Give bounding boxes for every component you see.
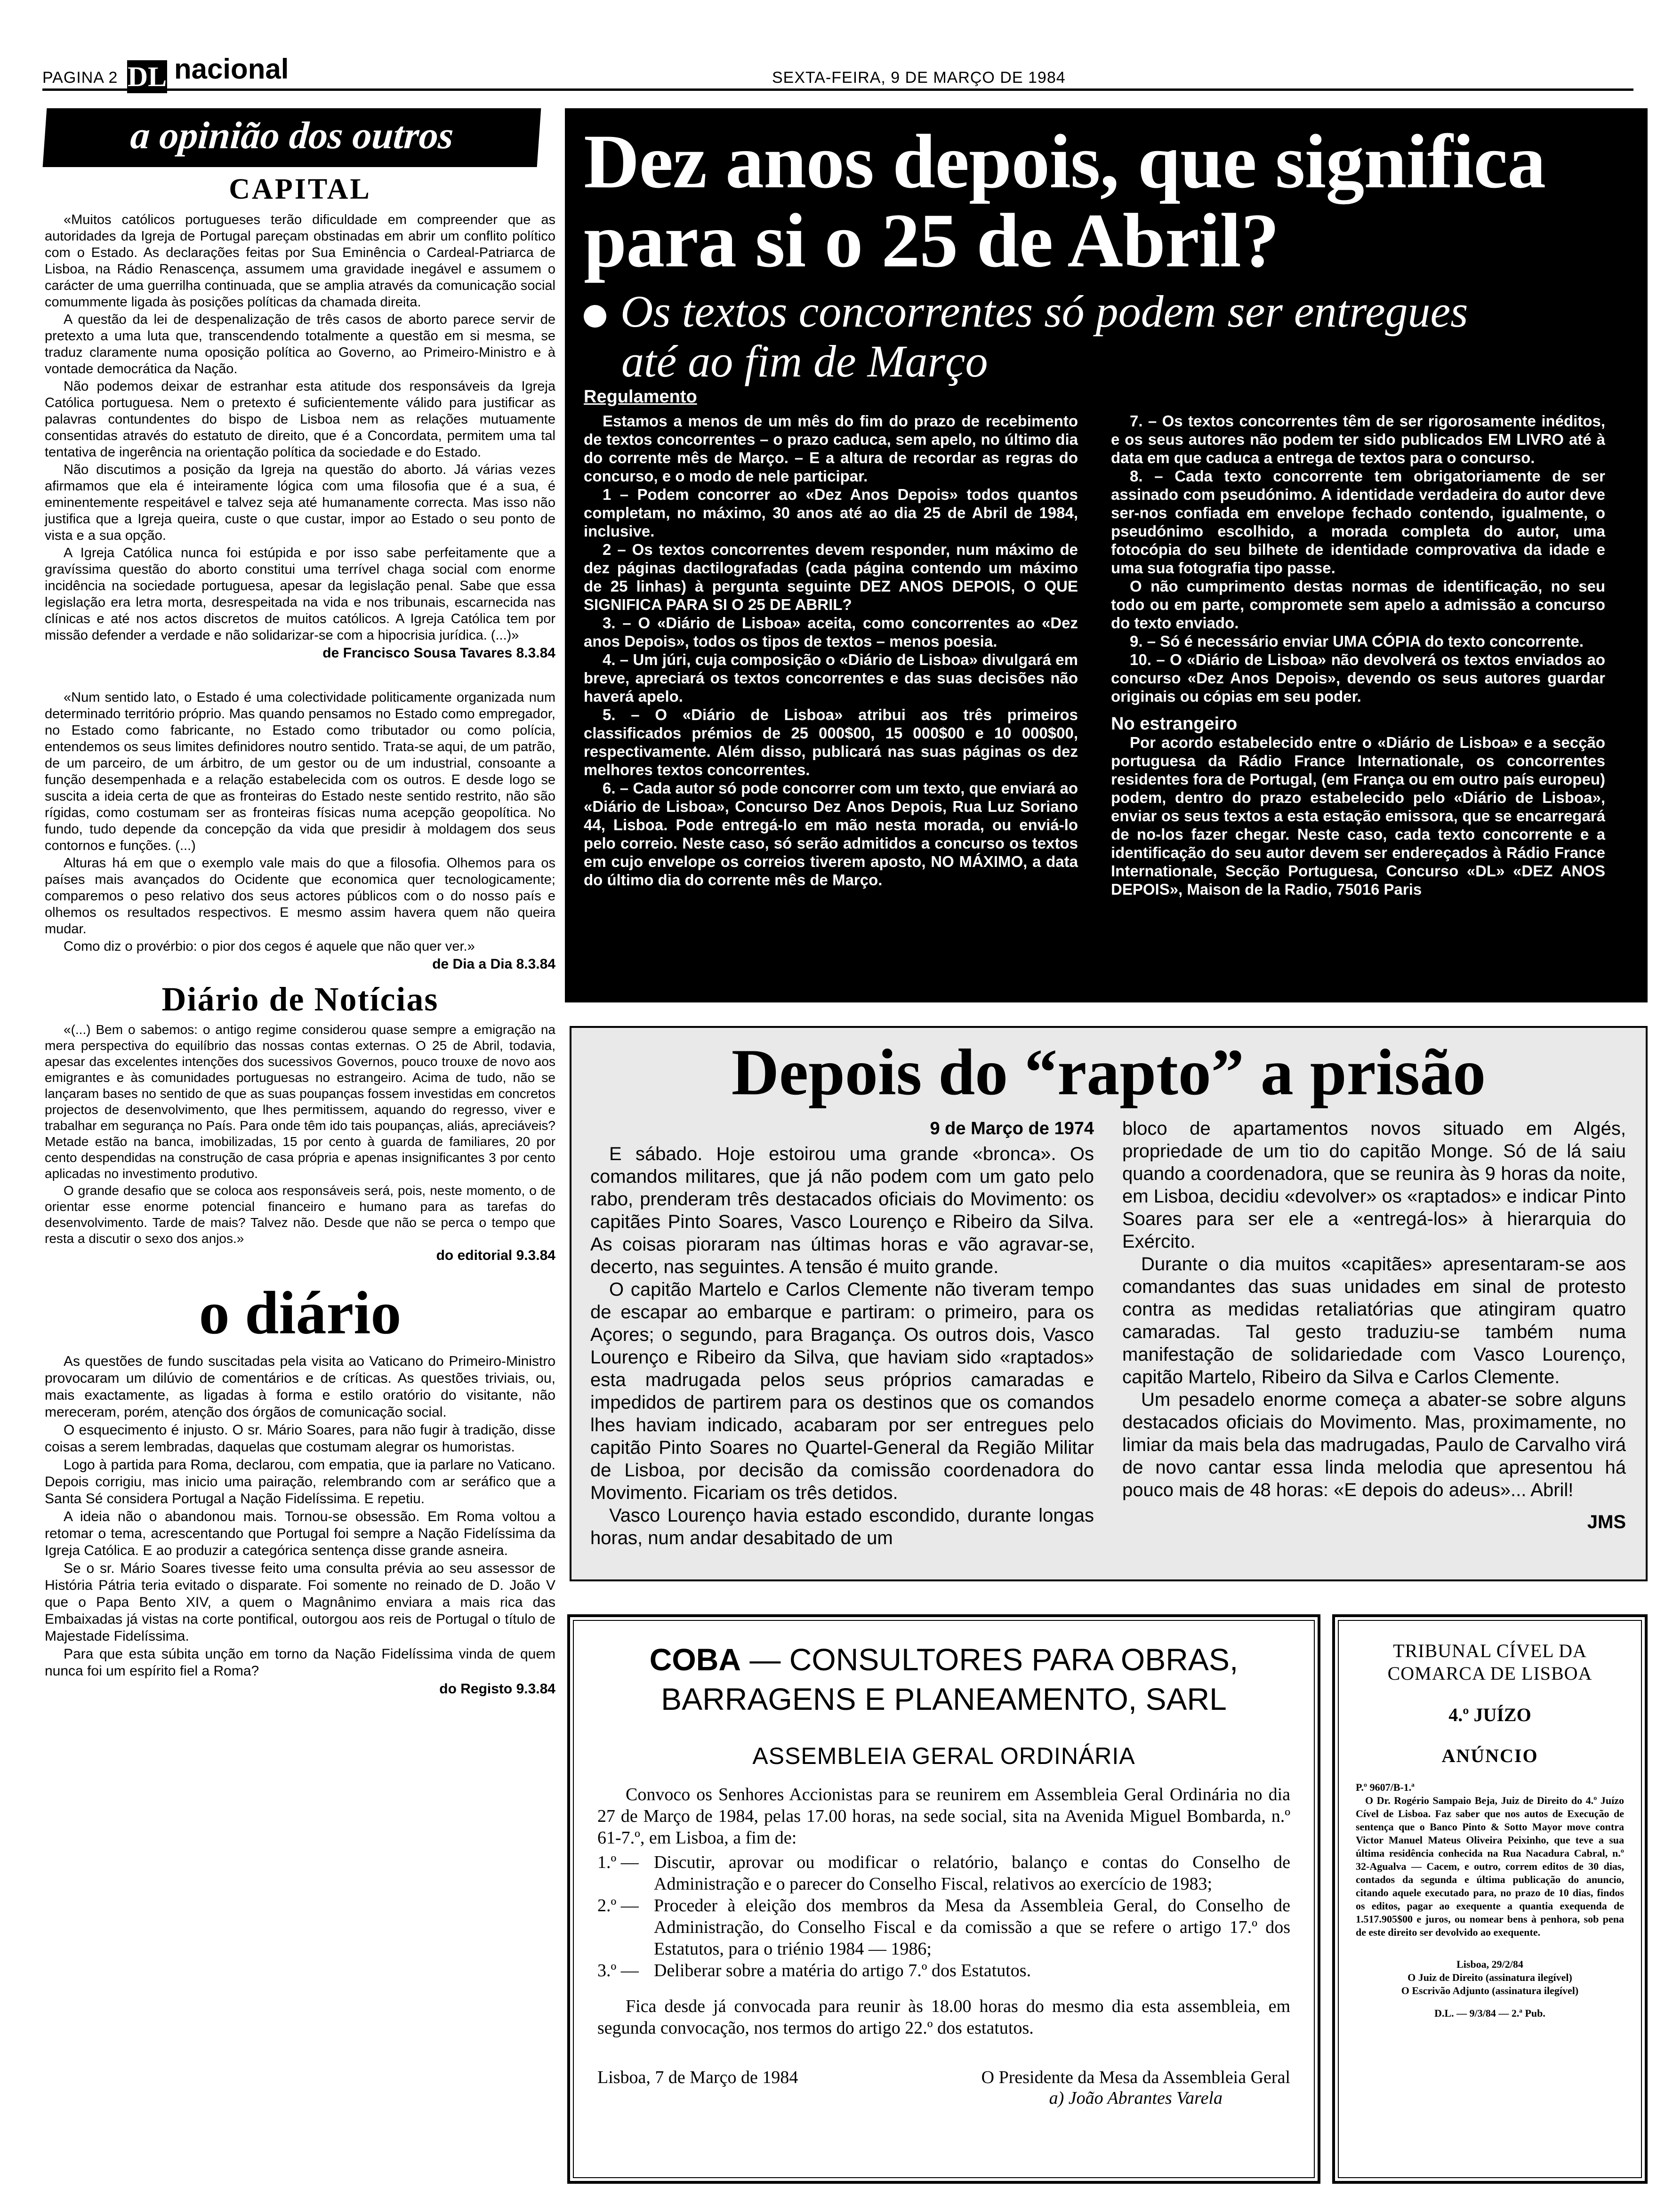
dez-anos-title: Dez anos depois, que significa para si o 25 de Abril?: [584, 119, 1545, 283]
coba-inner-frame: [573, 1620, 1315, 2178]
agenda-text: Discutir, aprovar ou modificar o relatório, balanço e contas do Conselho de Administração e o parecer do Conselho Fiscal, relativos ao exercício de 1983;: [654, 1852, 1290, 1894]
agenda-number: 1.º —: [597, 1852, 639, 1872]
newspaper-logo: DL: [127, 61, 167, 92]
rule-paragraph: Estamos a menos de um mês do fim do prazo de recebimento de textos concorrentes – o prazo caduca, sem apelo, no último dia do corrente mês de Março. – E a altura de recordar as regras do concurso, e o modo de nele participar.: [584, 412, 1078, 485]
dez-anos-subtitle-2: até ao fim de Março: [621, 336, 988, 386]
tribunal-publication: D.L. — 9/3/84 — 2.ª Pub.: [1434, 2007, 1545, 2019]
dia-article: [45, 689, 555, 972]
regulamento-label: Regulamento: [584, 387, 697, 407]
depois-col-1: [590, 1117, 1094, 1549]
tribunal-footer: [1356, 1958, 1624, 2020]
estrangeiro-text: Por acordo estabelecido entre o «Diário de Lisboa» e a secção portuguesa da Rádio France Internationale, os concorrentes residentes fora de Portugal, (em França ou em outro país europeu) podem, dentro do prazo estabelecido pelo «Diário de Lisboa», enviar os seus textos a esta estação emissora, que se encarregará de no-los fazer chegar. Neste caso, cada texto concorrente e a identificação do seu autor devem ser endereçados à Rádio France Internationale, Secção Portuguesa, Concurso «DL» «DEZ ANOS DEPOIS», Maison de la Radio, 75016 Paris: [1111, 734, 1605, 898]
odiario-paragraph: Para que esta súbita unção em torno da Nação Fidelíssima vinda de quem nunca foi um espírito fiel a Roma?: [45, 1646, 555, 1679]
coba-place-date: Lisboa, 7 de Março de 1984: [597, 2068, 798, 2087]
dez-anos-subtitle-text: Os textos concorrentes só podem ser entregues: [620, 286, 1468, 337]
odiario-paragraph: O esquecimento é injusto. O sr. Mário Soares, para não fugir à tradição, disse coisas a serem lembradas, daquelas que costumam alegrar os humoristas.: [45, 1422, 555, 1455]
agenda-text: Deliberar sobre a matéria do artigo 7.º dos Estatutos.: [654, 1961, 1031, 1980]
depois-author: JMS: [1587, 1512, 1626, 1532]
odiario-paragraph: A ideia não o abandonou mais. Tornou-se obsessão. Em Roma voltou a retomar o tema, acrescentando que Portugal foi sempre a Nação Fidelíssima da Igreja Católica. E ao produzir a categórica sentença disse grande asneira.: [45, 1509, 555, 1558]
estrangeiro-title: No estrangeiro: [1111, 714, 1238, 734]
capital-title: CAPITAL: [229, 173, 371, 205]
depois-date: 9 de Março de 1974: [930, 1119, 1094, 1138]
odiario-paragraph: As questões de fundo suscitadas pela visita ao Vaticano do Primeiro-Ministro provocaram um dilúvio de comentários e de críticas. As questões triviais, ou, mais exactamente, as ligadas à forma e estilo oratório do visitante, não mereceram, porém, atenção dos órgãos de comunicação social.: [45, 1354, 555, 1420]
coba-agenda: [597, 1851, 1290, 1981]
rule-paragraph: 9. – Só é necessário enviar UMA CÓPIA do texto concorrente.: [1130, 633, 1584, 650]
depois-paragraph: Durante o dia muitos «capitães» apresentaram-se aos comandantes das suas unidades em sinal de protesto contra as medidas retaliatórias que atingiram quatro camaradas. Tal gesto traduziu-se também numa manifestação de solidariedade com Vasco Lourenço, capitão Martelo, Ribeiro da Silva e Carlos Clemente.: [1122, 1254, 1626, 1387]
tribunal-notice: [1332, 1614, 1648, 2184]
rule-paragraph: 10. – O «Diário de Lisboa» não devolverá os textos enviados ao concurso «Dez Anos Depois», devendo os seus autores guardar originais ou cópias em seu poder.: [1111, 651, 1605, 705]
rule-paragraph: O não cumprimento destas normas de identificação, no seu todo ou em parte, compromete sem apelo a admissão a concurso do texto enviado.: [1111, 577, 1605, 632]
dia-paragraph: Como diz o provérbio: o pior dos cegos é aquele que não quer ver.»: [64, 939, 475, 954]
agenda-item: [597, 1895, 1290, 1960]
odiario-article: [45, 1353, 555, 1698]
rule-paragraph: 2 – Os textos concorrentes devem responder, num máximo de dez páginas dactilografadas (cada página contendo um máximo de 25 linhas) à pergunta seguinte DEZ ANOS DEPOIS, O QUE SIGNIFICA PARA SI O 25 DE ABRIL?: [584, 541, 1078, 613]
capital-paragraph: A Igreja Católica nunca foi estúpida e por isso sabe perfeitamente que a gravíssima questão do aborto constitui uma terrível chaga social com enorme incidência na sociedade portuguesa, apesar da legislação penal. Sabe que essa legislação era letra morta, desrespeitada na vida e nos tribunais, escarnecida nas clínicas e até nos actos discretos de muitos católicos. A Igreja Católica tem por missão defender a verdade e não solidarizar-se com a hipocrisia jurídica. (...)»: [45, 545, 555, 643]
agenda-text: Proceder à eleição dos membros da Mesa da Assembleia Geral, do Conselho de Administração, do Conselho Fiscal e da comissão a que se refere o artigo 17.º dos Estatutos, para o triénio 1984 — 1986;: [654, 1896, 1290, 1959]
dn-paragraph: «(...) Bem o sabemos: o antigo regime considerou quase sempre a emigração na mera perspectiva do equilíbrio das nossas contas externas. O 25 de Abril, todavia, apesar das excelentes intenções dos sucessivos Governos, pouco trouxe de novo aos emigrantes e às comunidades portuguesas no estrangeiro. Acima de tudo, não se lançaram bases no sentido de que as suas poupanças fossem investidas em concretos projectos de desenvolvimento, que lhes permitissem, aquando do regresso, viver e trabalhar em segurança no País. Para onde têm ido tais poupanças, aliás, apreciáveis? Metade estão na banca, imobilizadas, 15 por cento à guarda de familiares, 20 por cento despendidas na construção de casa própria e apenas insignificantes 3 por cento aplicadas no investimento produtivo.: [45, 1022, 555, 1181]
depois-paragraph: E sábado. Hoje estoirou uma grande «bronca». Os comandos militares, que já não podem com um gato pelo rabo, prenderam três destacados oficiais do Movimento: os capitães Pinto Soares, Vasco Lourenço e Ribeiro da Silva. As coisas pioraram nas últimas horas e vão agravar-se, decerto, nas seguintes. A tensão é muito grande.: [590, 1144, 1094, 1277]
capital-paragraph: A questão da lei de despenalização de três casos de aborto parece servir de pretexto a uma luta que, transcendendo totalmente a questão em si mesma, se traduz claramente numa oposição política ao Governo, ao Primeiro-Ministro e à vontade democrática da Nação.: [45, 312, 555, 377]
agenda-item: [597, 1851, 1290, 1895]
rule-paragraph: 4. – Um júri, cuja composição o «Diário de Lisboa» divulgará em breve, apreciará os textos concorrentes e das suas decisões não haverá apelo.: [584, 651, 1078, 705]
coba-title: [597, 1640, 1290, 1719]
depois-title: Depois do “rapto” a prisão: [731, 1036, 1486, 1109]
odiario-paragraph: Se o sr. Mário Soares tivesse feito uma consulta prévia ao seu assessor de História Pátria teria evitado o disparate. Foi somente no reinado de D. João V que o Papa Bento XIV, a quem o Magnânimo enviara a mais rica das Embaixadas já vistas na corte pontifical, outorgou aos reis de Portugal o título de Majestade Fidelíssima.: [45, 1561, 555, 1644]
dez-anos-box: [565, 108, 1648, 1002]
rule-paragraph: 3. – O «Diário de Lisboa» aceita, como concorrentes ao «Dez anos Depois», todos os tipos de textos – menos poesia.: [584, 614, 1078, 650]
depois-article-box: [570, 1026, 1648, 1581]
bullet-icon: [584, 305, 606, 328]
agenda-number: 2.º —: [597, 1896, 639, 1915]
depois-columns: [590, 1117, 1627, 1549]
dez-anos-subtitle: [584, 285, 1629, 338]
tribunal-clerk: O Escrivão Adjunto (assinatura ilegível): [1401, 1985, 1579, 1996]
dn-signature: do editorial 9.3.84: [436, 1248, 555, 1263]
coba-assembly-title: ASSEMBLEIA GERAL ORDINÁRIA: [752, 1743, 1135, 1769]
odiario-signature: do Registo 9.3.84: [439, 1681, 555, 1697]
opinion-column: [45, 108, 555, 2179]
coba-second-call: Fica desde já convocada para reunir às 18.00 horas do mesmo dia esta assembleia, em segunda convocação, nos termos do artigo 22.º dos estatutos.: [597, 1996, 1290, 2038]
opinion-banner: a opinião dos outros: [43, 108, 541, 167]
dia-paragraph: «Num sentido lato, o Estado é uma colectividade politicamente organizada num determinado território próprio. Mas quando pensamos no Estado como empregador, no Estado como fabricante, no Estado como tributador ou como polícia, entendemos os seus limites definidores noutro sentido. Trata-se aqui, de um patrão, de um parceiro, de um árbitro, de um gestor ou de um industrial, consoante a função desempenhada e a relação estabelecida com os outros. E desde logo se suscita a ideia certa de que as fronteiras do Estado neste sentido restrito, não são rígidas, como costumam ser as fronteiras físicas numa acepção geopolítica. No fundo, tudo depende da concepção da vida que presidir à moldagem dos seus contornos e funções. (...): [45, 690, 555, 853]
tribunal-inner-frame: [1338, 1620, 1642, 2178]
tribunal-place-date: Lisboa, 29/2/84: [1456, 1958, 1523, 1970]
depois-paragraph: O capitão Martelo e Carlos Clemente não tiveram tempo de escapar ao embarque e partiram: o primeiro, para os Açores; o segundo, para Bragança. Os outros dois, Vasco Lourenço e Ribeiro da Silva, que haviam sido «raptados» esta madrugada pelos seus próprios camaradas e impedidos de partirem para os destinos que os comandos lhes haviam indicado, acabaram por ser entregues pelo capitão Pinto Soares no Quartel-General da Região Militar de Lisboa, por decisão da comissão coordenadora do Movimento. Ficariam os três detidos.: [590, 1279, 1094, 1503]
odiario-title: o diário: [199, 1279, 402, 1347]
page-number: PAGINA 2: [42, 69, 118, 87]
dn-paragraph: O grande desafio que se coloca aos responsáveis será, pois, neste momento, o de orientar esse enorme potencial financeiro e humano para as tarefas do desenvolvimento. Tarde de mais? Talvez não. Desde que não se perca o tempo que resta a discutir o sexo dos anjos.»: [45, 1183, 555, 1246]
agenda-number: 3.º —: [597, 1961, 639, 1980]
coba-signer-name: a) João Abrantes Varela: [1049, 2088, 1223, 2108]
depois-paragraph: Um pesadelo enorme começa a abater-se sobre alguns destacados oficiais do Movimento. Mas, proximamente, no limiar da mais bela das madrugadas, Paulo de Carvalho virá de novo cantar essa linda melodia que apresentou há pouco mais de 48 horas: «E depois do adeus»... Abril!: [1122, 1389, 1626, 1500]
depois-paragraph: bloco de apartamentos novos situado em Algés, propriedade de um tio do capitão Monge. Só de lá saiu quando a coordenadora, que se reunira às 9 horas da noite, em Lisboa, decidiu «devolver» os «raptados» e indicar Pinto Soares para ser ele a «entregá-los» à hierarquia do Exército.: [1122, 1118, 1626, 1252]
dia-signature: de Dia a Dia 8.3.84: [432, 956, 555, 972]
coba-signer-title: O Presidente da Mesa da Assembleia Geral: [981, 2068, 1290, 2087]
agenda-item: [597, 1960, 1290, 1981]
capital-article: [45, 212, 555, 661]
coba-intro: Convoco os Senhores Accionistas para se reunirem em Assembleia Geral Ordinária no dia 27 de Março de 1984, pelas 17.00 horas, na sede social, sita na Avenida Miguel Bombarda, n.º 61-7.º, em Lisboa, a fim de:: [597, 1785, 1290, 1848]
tribunal-anuncio: ANÚNCIO: [1441, 1745, 1538, 1766]
coba-title-rest: — CONSULTORES PARA OBRAS, BARRAGENS E PLANEAMENTO, SARL: [661, 1642, 1239, 1716]
header-rule: [42, 88, 1633, 91]
depois-col-2: [1122, 1117, 1626, 1549]
tribunal-text: O Dr. Rogério Sampaio Beja, Juiz de Direito do 4.º Juízo Cível de Lisboa. Faz saber que nos autos de Execução de sentença que o Banco Pinto & Sotto Mayor move contra Victor Manuel Mateus Oliveira Peixinho, que teve a sua última residência conhecida na Rua Nacadura Cabral, n.º 32-Agualva — Cacem, e outro, correm editos de 30 dias, contados da segunda e última publicação do anuncio, citando aquele executado para, no prazo de 10 dias, findos os editos, pagar ao exequente a quantia exequenda de 1.517.905$00 e juros, ou nomear bens à penhora, sob pena de este direito ser devolvido ao exequente.: [1356, 1795, 1624, 1938]
tribunal-judge: O Juiz de Direito (assinatura ilegível): [1408, 1972, 1572, 1983]
coba-advertisement: [567, 1614, 1320, 2184]
rule-paragraph: 5. – O «Diário de Lisboa» atribui aos três primeiros classificados prémios de 25 000$00, 15 000$00 e 10 000$00, respectivamente. Além disso, publicará nas suas páginas os dez melhores textos concorrentes.: [584, 706, 1078, 778]
dn-title: Diário de Notícias: [161, 980, 439, 1018]
capital-signature: de Francisco Sousa Tavares 8.3.84: [322, 645, 555, 661]
capital-paragraph: Não discutimos a posição da Igreja na questão do aborto. Já várias vezes afirmamos que ela é inteiramente lógica com uma filosofia que é a sua, é eminentemente respeitável e talvez seja até humanamente correcta. Mas isso não justifica que a Igreja queira, custe o que custar, impor ao Estado o seu ponto de vista e a sua opção.: [45, 462, 555, 543]
rule-paragraph: 6. – Cada autor só pode concorrer com um texto, que enviará ao «Diário de Lisboa», Concurso Dez Anos Depois, Rua Luz Soriano 44, Lisboa. Pode entregá-lo em mão nesta morada, ou enviá-lo pelo correio. Neste caso, só serão admitidos a concurso os textos em cujo envelope os correios tiverem aposto, NO MÁXIMO, a data do último dia do corrente mês de Março.: [584, 779, 1078, 889]
odiario-paragraph: Logo à partida para Roma, declarou, com empatia, que ia parlare no Vaticano. Depois corrigiu, mas inicio uma pairação, relembrando com ar seráfico que a Santa Sé considera Portugal a Nação Fidelíssima. E repetiu.: [45, 1457, 555, 1507]
capital-paragraph: Não podemos deixar de estranhar esta atitude dos responsáveis da Igreja Católica portuguesa. Nem o pretexto é suficientemente válido para justificar as palavras contundentes do bispo de Lisboa nem as relações mutuamente consentidas através do estatuto de direito, que é a Concordata, permitem uma tal tentativa de ingerência na orientação política da sociedade e do Estado.: [45, 379, 555, 460]
dia-paragraph: Alturas há em que o exemplo vale mais do que a filosofia. Olhemos para os países mais avançados do Ocidente que economica quer tecnologicamente; comparemos o peso relativo dos seus actores públicos com o do nosso país e olhemos os resultados respectivos. E mesmo assim havera quem não queira mudar.: [45, 856, 555, 937]
tribunal-juizo: 4.º JUÍZO: [1448, 1704, 1531, 1725]
issue-date: SEXTA-FEIRA, 9 DE MARÇO DE 1984: [772, 69, 1066, 87]
section-name: nacional: [174, 53, 289, 85]
coba-signature-block: [597, 2067, 1290, 2108]
rule-paragraph: 8. – Cada texto concorrente tem obrigatoriamente de ser assinado com pseudónimo. A identidade verdadeira do autor deve ser-nos confiada em envelope fechado contendo, igualmente, o pseudónimo escolhido, a morada completa do autor, uma fotocópia do seu bilhete de identidade comprovativa da idade e uma sua fotografia tipo passe.: [1111, 467, 1605, 577]
rule-paragraph: 7. – Os textos concorrentes têm de ser rigorosamente inéditos, e os seus autores não podem ter sido publicados EM LIVRO até à data em que caduca a entrega de textos para o concurso.: [1111, 412, 1605, 466]
coba-signer: [981, 2067, 1290, 2108]
dn-article: [45, 1022, 555, 1264]
regulamento-col-2: [1111, 412, 1605, 898]
tribunal-ref: P.º 9607/B-1.ª: [1356, 1781, 1415, 1793]
capital-paragraph: «Muitos católicos portugueses terão dificuldade em compreender que as autoridades da Igreja de Portugal pareçam obstinadas em abrir um conflito político com o Estado. As declarações feitas por Sua Eminência o Cardeal-Patriarca de Lisboa, na Rádio Renascença, assumem uma gravidade inegável e assumem o carácter de uma guerrilha continuada, que se amplia através da comunicação social comummente ligada às posições políticas da chamada direita.: [45, 212, 555, 310]
tribunal-title: TRIBUNAL CÍVEL DA COMARCA DE LISBOA: [1387, 1640, 1593, 1684]
regulamento-columns: [584, 412, 1629, 898]
coba-name: COBA: [649, 1642, 741, 1677]
depois-paragraph: Vasco Lourenço havia estado escondido, durante longas horas, num andar desabitado de um: [590, 1505, 1094, 1548]
rule-paragraph: 1 – Podem concorrer ao «Dez Anos Depois» todos quantos completam, no máximo, 30 anos até ao dia 25 de Abril de 1984, inclusive.: [584, 486, 1078, 540]
coba-body: [597, 1784, 1290, 2039]
tribunal-body: [1356, 1781, 1624, 1939]
regulamento-col-1: [584, 412, 1078, 898]
